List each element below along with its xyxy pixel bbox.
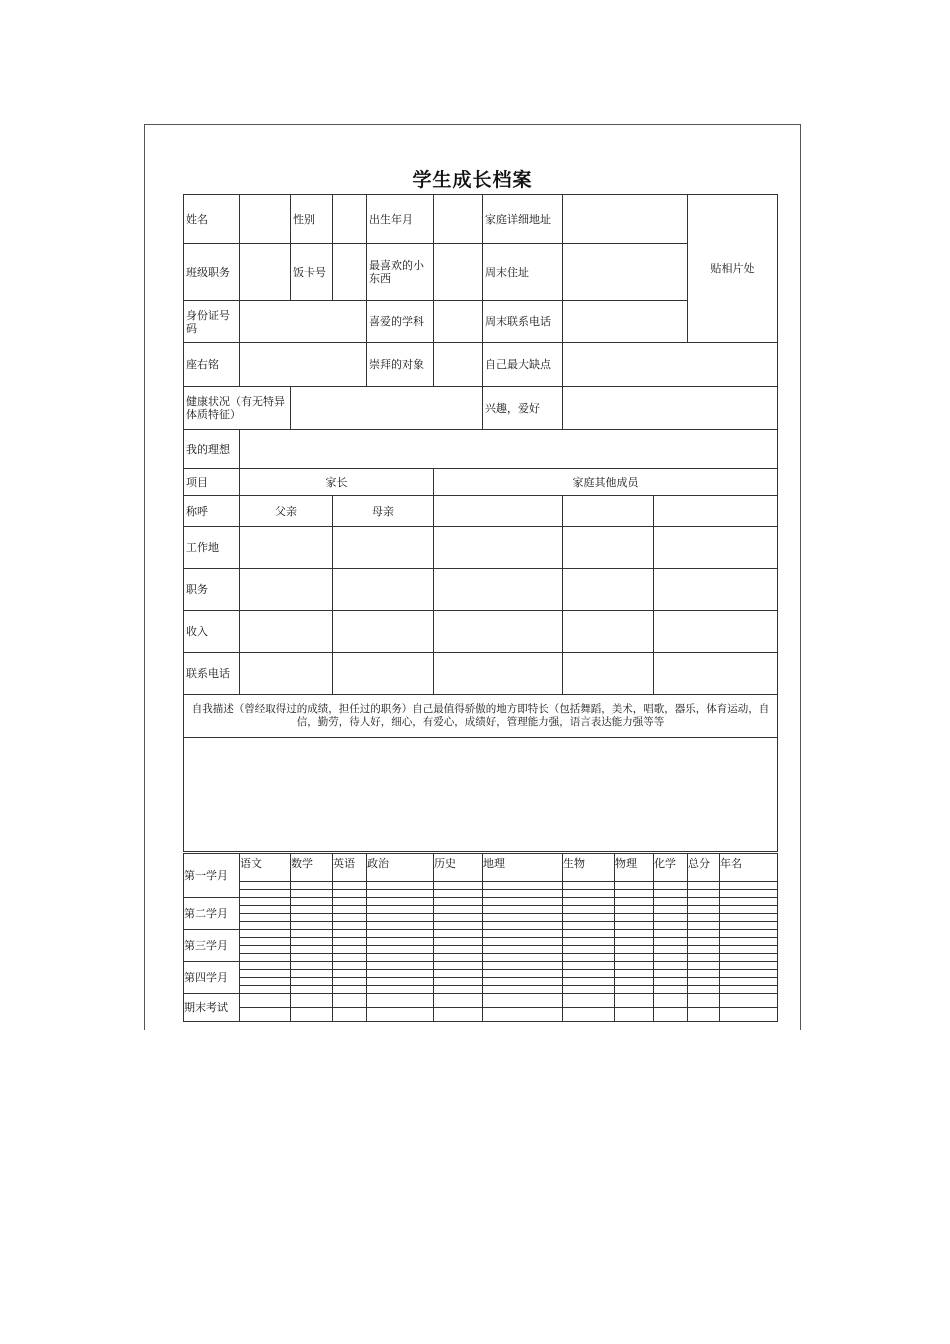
family-cell[interactable] (563, 653, 654, 695)
grade-cell[interactable] (720, 970, 778, 978)
grade-cell[interactable] (333, 986, 367, 994)
grade-cell[interactable] (434, 986, 483, 994)
grade-cell[interactable] (688, 890, 720, 898)
birth-field[interactable] (434, 195, 483, 244)
grade-cell[interactable] (654, 970, 688, 978)
grade-cell[interactable] (434, 882, 483, 890)
grade-cell[interactable] (563, 970, 615, 978)
health-field[interactable] (291, 387, 483, 430)
grade-cell[interactable] (483, 898, 563, 906)
weakness-label: 自己最大缺点 (483, 343, 563, 387)
weekend-address-field[interactable] (563, 244, 688, 301)
family-cell[interactable] (654, 653, 778, 695)
grade-cell[interactable] (688, 970, 720, 978)
photo-area: 贴相片处 (688, 195, 778, 343)
grade-cell[interactable] (291, 906, 333, 914)
grade-cell[interactable] (688, 906, 720, 914)
grade-cell[interactable] (291, 994, 333, 1008)
grade-cell[interactable] (563, 898, 615, 906)
subject-header: 总分 (688, 854, 720, 882)
grade-cell[interactable] (333, 970, 367, 978)
weekend-phone-label: 周末联系电话 (483, 301, 563, 343)
mother-label: 母亲 (333, 496, 434, 527)
grade-cell[interactable] (720, 938, 778, 946)
grade-cell[interactable] (688, 978, 720, 986)
grade-cell[interactable] (367, 994, 434, 1008)
grade-cell[interactable] (483, 954, 563, 962)
grade-cell[interactable] (240, 882, 291, 890)
subject-header: 历史 (434, 854, 483, 882)
grade-cell[interactable] (434, 906, 483, 914)
grade-cell[interactable] (688, 914, 720, 922)
family-cell[interactable] (333, 653, 434, 695)
grade-cell[interactable] (654, 962, 688, 970)
grade-cell[interactable] (615, 962, 654, 970)
grade-cell[interactable] (483, 962, 563, 970)
grade-term-label: 期末考试 (184, 994, 240, 1022)
grade-cell[interactable] (291, 938, 333, 946)
dream-field[interactable] (240, 430, 778, 469)
grade-cell[interactable] (291, 898, 333, 906)
grade-cell[interactable] (615, 994, 654, 1008)
grade-cell[interactable] (720, 922, 778, 930)
gender-label: 性别 (291, 195, 333, 244)
subject-header: 年名 (720, 854, 778, 882)
grade-cell[interactable] (720, 954, 778, 962)
grade-cell[interactable] (333, 890, 367, 898)
grade-cell[interactable] (240, 922, 291, 930)
grade-cell[interactable] (367, 930, 434, 938)
grade-cell[interactable] (333, 994, 367, 1008)
grade-cell[interactable] (483, 914, 563, 922)
grades-table (183, 853, 778, 1022)
grade-cell[interactable] (563, 978, 615, 986)
grade-cell[interactable] (720, 994, 778, 1008)
grade-cell[interactable] (333, 898, 367, 906)
grade-cell[interactable] (333, 946, 367, 954)
grade-cell[interactable] (434, 898, 483, 906)
grade-cell[interactable] (367, 978, 434, 986)
grade-cell[interactable] (240, 914, 291, 922)
grade-cell[interactable] (483, 970, 563, 978)
family-cell[interactable] (240, 611, 333, 653)
grade-term-label: 第一学月 (184, 854, 240, 898)
grade-cell[interactable] (434, 930, 483, 938)
idol-field[interactable] (434, 343, 483, 387)
grade-cell[interactable] (563, 986, 615, 994)
grade-cell[interactable] (688, 898, 720, 906)
grade-cell[interactable] (367, 962, 434, 970)
grade-cell[interactable] (615, 906, 654, 914)
grade-cell[interactable] (367, 970, 434, 978)
grade-cell[interactable] (240, 906, 291, 914)
grade-term-label: 第二学月 (184, 898, 240, 930)
grade-cell[interactable] (291, 930, 333, 938)
grade-cell[interactable] (688, 994, 720, 1008)
self-description-field[interactable] (184, 738, 778, 852)
grade-cell[interactable] (240, 1008, 291, 1022)
grade-cell[interactable] (688, 938, 720, 946)
grade-cell[interactable] (333, 938, 367, 946)
family-cell[interactable] (434, 527, 563, 569)
grade-cell[interactable] (563, 906, 615, 914)
grade-cell[interactable] (434, 954, 483, 962)
self-description-prompt: 自我描述（曾经取得过的成绩，担任过的职务）自己最值得骄傲的地方即特长（包括舞蹈，美术，唱歌，器乐，体育运动，自信，勤劳，待人好，细心，有爱心，成绩好，管理能力强，语言表达能力强等等 (184, 695, 778, 738)
grade-cell[interactable] (291, 986, 333, 994)
grade-cell[interactable] (720, 914, 778, 922)
family-row-label: 联系电话 (184, 653, 240, 695)
grade-cell[interactable] (654, 882, 688, 890)
grade-cell[interactable] (654, 986, 688, 994)
grade-cell[interactable] (434, 922, 483, 930)
family-cell[interactable] (654, 527, 778, 569)
grade-cell[interactable] (720, 898, 778, 906)
grade-cell[interactable] (720, 986, 778, 994)
grade-cell[interactable] (240, 954, 291, 962)
family-cell[interactable] (563, 569, 654, 611)
class-role-field[interactable] (240, 244, 291, 301)
grade-cell[interactable] (688, 930, 720, 938)
grade-cell[interactable] (240, 890, 291, 898)
grade-cell[interactable] (483, 978, 563, 986)
grade-cell[interactable] (483, 882, 563, 890)
grade-cell[interactable] (720, 930, 778, 938)
family-cell[interactable] (240, 527, 333, 569)
grade-cell[interactable] (240, 978, 291, 986)
grade-cell[interactable] (367, 898, 434, 906)
grade-cell[interactable] (654, 922, 688, 930)
grade-cell[interactable] (654, 978, 688, 986)
grade-cell[interactable] (720, 890, 778, 898)
grade-cell[interactable] (563, 1008, 615, 1022)
grade-cell[interactable] (654, 994, 688, 1008)
grade-cell[interactable] (367, 890, 434, 898)
grade-cell[interactable] (240, 986, 291, 994)
grade-cell[interactable] (563, 890, 615, 898)
grade-cell[interactable] (333, 1008, 367, 1022)
document-page (144, 124, 801, 1030)
weekend-phone-field[interactable] (563, 301, 688, 343)
grade-cell[interactable] (688, 946, 720, 954)
title-label: 称呼 (184, 496, 240, 527)
family-cell[interactable] (654, 611, 778, 653)
others-label: 家庭其他成员 (434, 469, 778, 496)
grade-cell[interactable] (333, 922, 367, 930)
grade-cell[interactable] (563, 962, 615, 970)
grade-cell[interactable] (688, 962, 720, 970)
grade-cell[interactable] (240, 994, 291, 1008)
grade-cell[interactable] (615, 938, 654, 946)
grade-cell[interactable] (291, 882, 333, 890)
grade-cell[interactable] (434, 946, 483, 954)
weekend-address-label: 周末住址 (483, 244, 563, 301)
grade-cell[interactable] (240, 930, 291, 938)
idol-label: 崇拜的对象 (367, 343, 434, 387)
grade-cell[interactable] (367, 1008, 434, 1022)
family-row-label: 工作地 (184, 527, 240, 569)
grade-cell[interactable] (367, 986, 434, 994)
grade-cell[interactable] (367, 922, 434, 930)
grade-cell[interactable] (615, 954, 654, 962)
grade-cell[interactable] (688, 882, 720, 890)
grade-cell[interactable] (563, 994, 615, 1008)
grade-cell[interactable] (434, 938, 483, 946)
grade-cell[interactable] (654, 938, 688, 946)
member-3-field[interactable] (654, 496, 778, 527)
grade-cell[interactable] (654, 906, 688, 914)
grade-cell[interactable] (333, 914, 367, 922)
favorite-subject-field[interactable] (434, 301, 483, 343)
grade-cell[interactable] (434, 890, 483, 898)
name-label: 姓名 (184, 195, 240, 244)
name-field[interactable] (240, 195, 291, 244)
grade-cell[interactable] (333, 962, 367, 970)
grade-cell[interactable] (483, 1008, 563, 1022)
subject-header: 物理 (615, 854, 654, 882)
grade-cell[interactable] (720, 962, 778, 970)
grade-cell[interactable] (291, 922, 333, 930)
card-no-label: 饭卡号 (291, 244, 333, 301)
subject-header: 语文 (240, 854, 291, 882)
grade-cell[interactable] (333, 954, 367, 962)
grade-cell[interactable] (333, 882, 367, 890)
address-label: 家庭详细地址 (483, 195, 563, 244)
hobby-field[interactable] (563, 387, 778, 430)
grade-cell[interactable] (333, 978, 367, 986)
class-role-label: 班级职务 (184, 244, 240, 301)
grade-cell[interactable] (291, 970, 333, 978)
grade-cell[interactable] (563, 914, 615, 922)
grade-cell[interactable] (720, 906, 778, 914)
grade-term-label: 第四学月 (184, 962, 240, 994)
subject-header: 化学 (654, 854, 688, 882)
grade-cell[interactable] (240, 938, 291, 946)
grade-cell[interactable] (563, 954, 615, 962)
subject-header: 英语 (333, 854, 367, 882)
grade-cell[interactable] (291, 890, 333, 898)
grade-cell[interactable] (654, 1008, 688, 1022)
grade-cell[interactable] (367, 954, 434, 962)
subject-header: 数学 (291, 854, 333, 882)
grade-cell[interactable] (720, 1008, 778, 1022)
family-cell[interactable] (434, 611, 563, 653)
grade-cell[interactable] (563, 930, 615, 938)
grade-cell[interactable] (434, 914, 483, 922)
family-cell[interactable] (563, 611, 654, 653)
weakness-field[interactable] (563, 343, 778, 387)
gender-field[interactable] (333, 195, 367, 244)
grade-cell[interactable] (291, 946, 333, 954)
grade-cell[interactable] (688, 954, 720, 962)
grade-cell[interactable] (291, 954, 333, 962)
grade-cell[interactable] (434, 978, 483, 986)
grade-cell[interactable] (654, 898, 688, 906)
grade-cell[interactable] (483, 994, 563, 1008)
motto-field[interactable] (240, 343, 367, 387)
family-cell[interactable] (240, 569, 333, 611)
hobby-label: 兴趣，爱好 (483, 387, 563, 430)
birth-label: 出生年月 (367, 195, 434, 244)
grade-cell[interactable] (615, 898, 654, 906)
favorite-item-field[interactable] (434, 244, 483, 301)
item-label: 项目 (184, 469, 240, 496)
grade-cell[interactable] (654, 914, 688, 922)
grade-cell[interactable] (367, 946, 434, 954)
grade-cell[interactable] (240, 898, 291, 906)
favorite-item-label: 最喜欢的小东西 (367, 244, 434, 301)
grade-cell[interactable] (291, 962, 333, 970)
grade-cell[interactable] (688, 922, 720, 930)
grade-cell[interactable] (240, 946, 291, 954)
grade-cell[interactable] (615, 914, 654, 922)
family-cell[interactable] (563, 527, 654, 569)
grade-cell[interactable] (720, 882, 778, 890)
grade-cell[interactable] (483, 922, 563, 930)
family-cell[interactable] (434, 569, 563, 611)
family-row-label: 职务 (184, 569, 240, 611)
grade-cell[interactable] (615, 930, 654, 938)
grade-cell[interactable] (483, 906, 563, 914)
grade-cell[interactable] (654, 954, 688, 962)
id-label: 身份证号码 (184, 301, 240, 343)
dream-label: 我的理想 (184, 430, 240, 469)
grade-term-label: 第三学月 (184, 930, 240, 962)
parents-label: 家长 (240, 469, 434, 496)
grade-cell[interactable] (563, 938, 615, 946)
address-field[interactable] (563, 195, 688, 244)
family-cell[interactable] (333, 611, 434, 653)
member-2-field[interactable] (563, 496, 654, 527)
grade-cell[interactable] (563, 922, 615, 930)
motto-label: 座右铭 (184, 343, 240, 387)
family-row-label: 收入 (184, 611, 240, 653)
family-cell[interactable] (333, 527, 434, 569)
grade-cell[interactable] (367, 882, 434, 890)
grade-cell[interactable] (615, 978, 654, 986)
subject-header: 政治 (367, 854, 434, 882)
family-cell[interactable] (333, 569, 434, 611)
grade-cell[interactable] (654, 946, 688, 954)
grade-cell[interactable] (615, 946, 654, 954)
grade-cell[interactable] (483, 986, 563, 994)
subject-header: 地理 (483, 854, 563, 882)
grade-cell[interactable] (615, 1008, 654, 1022)
grade-cell[interactable] (615, 922, 654, 930)
grade-cell[interactable] (688, 986, 720, 994)
member-1-field[interactable] (434, 496, 563, 527)
grade-cell[interactable] (615, 986, 654, 994)
grade-cell[interactable] (563, 946, 615, 954)
grade-cell[interactable] (720, 946, 778, 954)
grade-cell[interactable] (615, 882, 654, 890)
favorite-subject-label: 喜爱的学科 (367, 301, 434, 343)
grade-cell[interactable] (434, 994, 483, 1008)
grade-cell[interactable] (333, 930, 367, 938)
grade-cell[interactable] (367, 906, 434, 914)
grade-cell[interactable] (654, 930, 688, 938)
grade-cell[interactable] (240, 962, 291, 970)
grade-cell[interactable] (483, 930, 563, 938)
family-cell[interactable] (434, 653, 563, 695)
health-label: 健康状况（有无特异体质特征） (184, 387, 291, 430)
father-label: 父亲 (240, 496, 333, 527)
grade-cell[interactable] (434, 1008, 483, 1022)
page-title: 学生成长档案 (412, 169, 533, 191)
profile-table (183, 194, 778, 852)
grade-cell[interactable] (483, 938, 563, 946)
grade-cell[interactable] (654, 890, 688, 898)
grade-cell[interactable] (615, 970, 654, 978)
grade-cell[interactable] (367, 914, 434, 922)
grade-cell[interactable] (333, 906, 367, 914)
card-no-field[interactable] (333, 244, 367, 301)
id-field[interactable] (240, 301, 367, 343)
grade-cell[interactable] (291, 1008, 333, 1022)
grade-cell[interactable] (291, 914, 333, 922)
grade-cell[interactable] (483, 890, 563, 898)
grade-cell[interactable] (291, 978, 333, 986)
grade-cell[interactable] (483, 946, 563, 954)
grade-cell[interactable] (688, 1008, 720, 1022)
family-cell[interactable] (654, 569, 778, 611)
subject-header: 生物 (563, 854, 615, 882)
grade-cell[interactable] (563, 882, 615, 890)
family-cell[interactable] (240, 653, 333, 695)
grade-cell[interactable] (615, 890, 654, 898)
grade-cell[interactable] (367, 938, 434, 946)
grade-cell[interactable] (240, 970, 291, 978)
grade-cell[interactable] (434, 970, 483, 978)
grade-cell[interactable] (720, 978, 778, 986)
grade-cell[interactable] (434, 962, 483, 970)
